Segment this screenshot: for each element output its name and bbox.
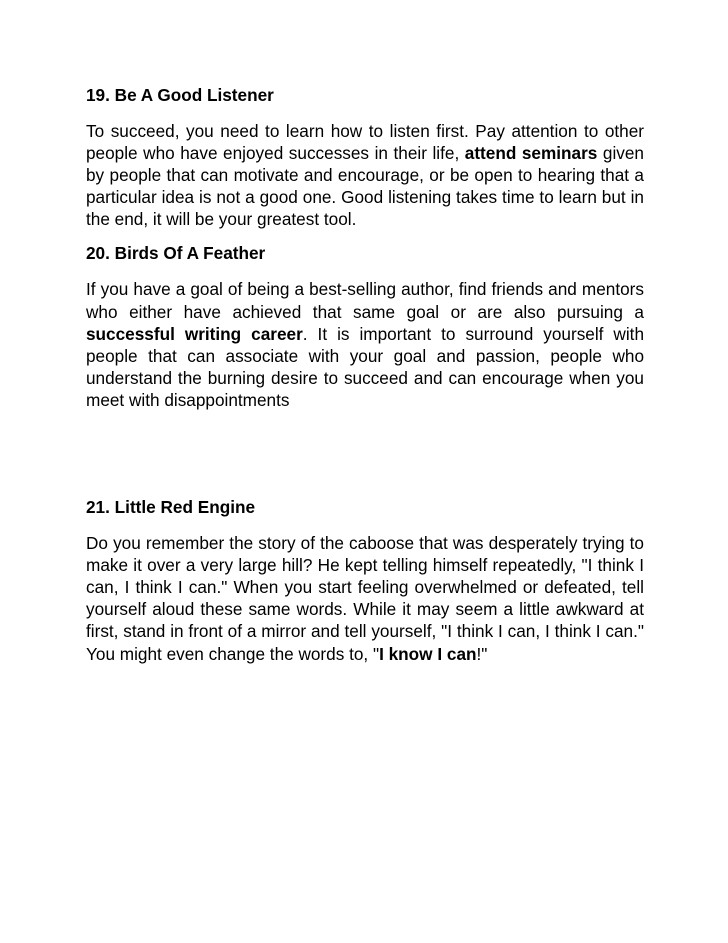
section-little-red-engine [86,496,644,665]
bold-text: I know I can [379,643,477,664]
paragraph-text: . It is important to surround yourself with people that can associate with your goal and passion, people who understand the burning desire to succeed and can encourage when you meet with disappointments [86,323,645,410]
section-heading: 21. Little Red Engine [86,497,256,518]
paragraph-text: given by people that can motivate and encourage, or be open to hearing that a particular idea is not a good one. Good listening takes time to learn but in the end, it will be your greatest tool. [86,143,644,230]
bold-link-text: attend seminars [464,143,598,164]
paragraph-text: !" [476,643,488,664]
bold-link-text: successful writing career [86,323,303,344]
section-paragraph [86,532,644,665]
section-heading: 19. Be A Good Listener [86,85,274,105]
paragraph-text: If you have a goal of being a best-selling author, find friends and mentors who either have achieved that same goal or are also pursuing a [86,279,644,322]
section-paragraph [86,120,644,230]
section-heading: 20. Birds Of A Feather [86,243,266,264]
paragraph-text: Do you remember the story of the caboose that was desperately trying to make it over a very large hill? He kept telling himself repeatedly, "I think I can, I think I can." When you start feeling overwhelmed or defeated, tell yourself aloud these same words. While it may seem a little awkward at first, stand in front of a mirror and tell yourself, "I think I can, I think I can." You might even change the words to, " [86,533,644,664]
paragraph-text: To succeed, you need to learn how to listen first. Pay attention to other people who have enjoyed successes in their life, [86,121,644,164]
section-be-a-good-listener [86,84,644,230]
section-paragraph [86,278,644,411]
document-page [86,84,644,665]
section-birds-of-a-feather [86,242,644,411]
